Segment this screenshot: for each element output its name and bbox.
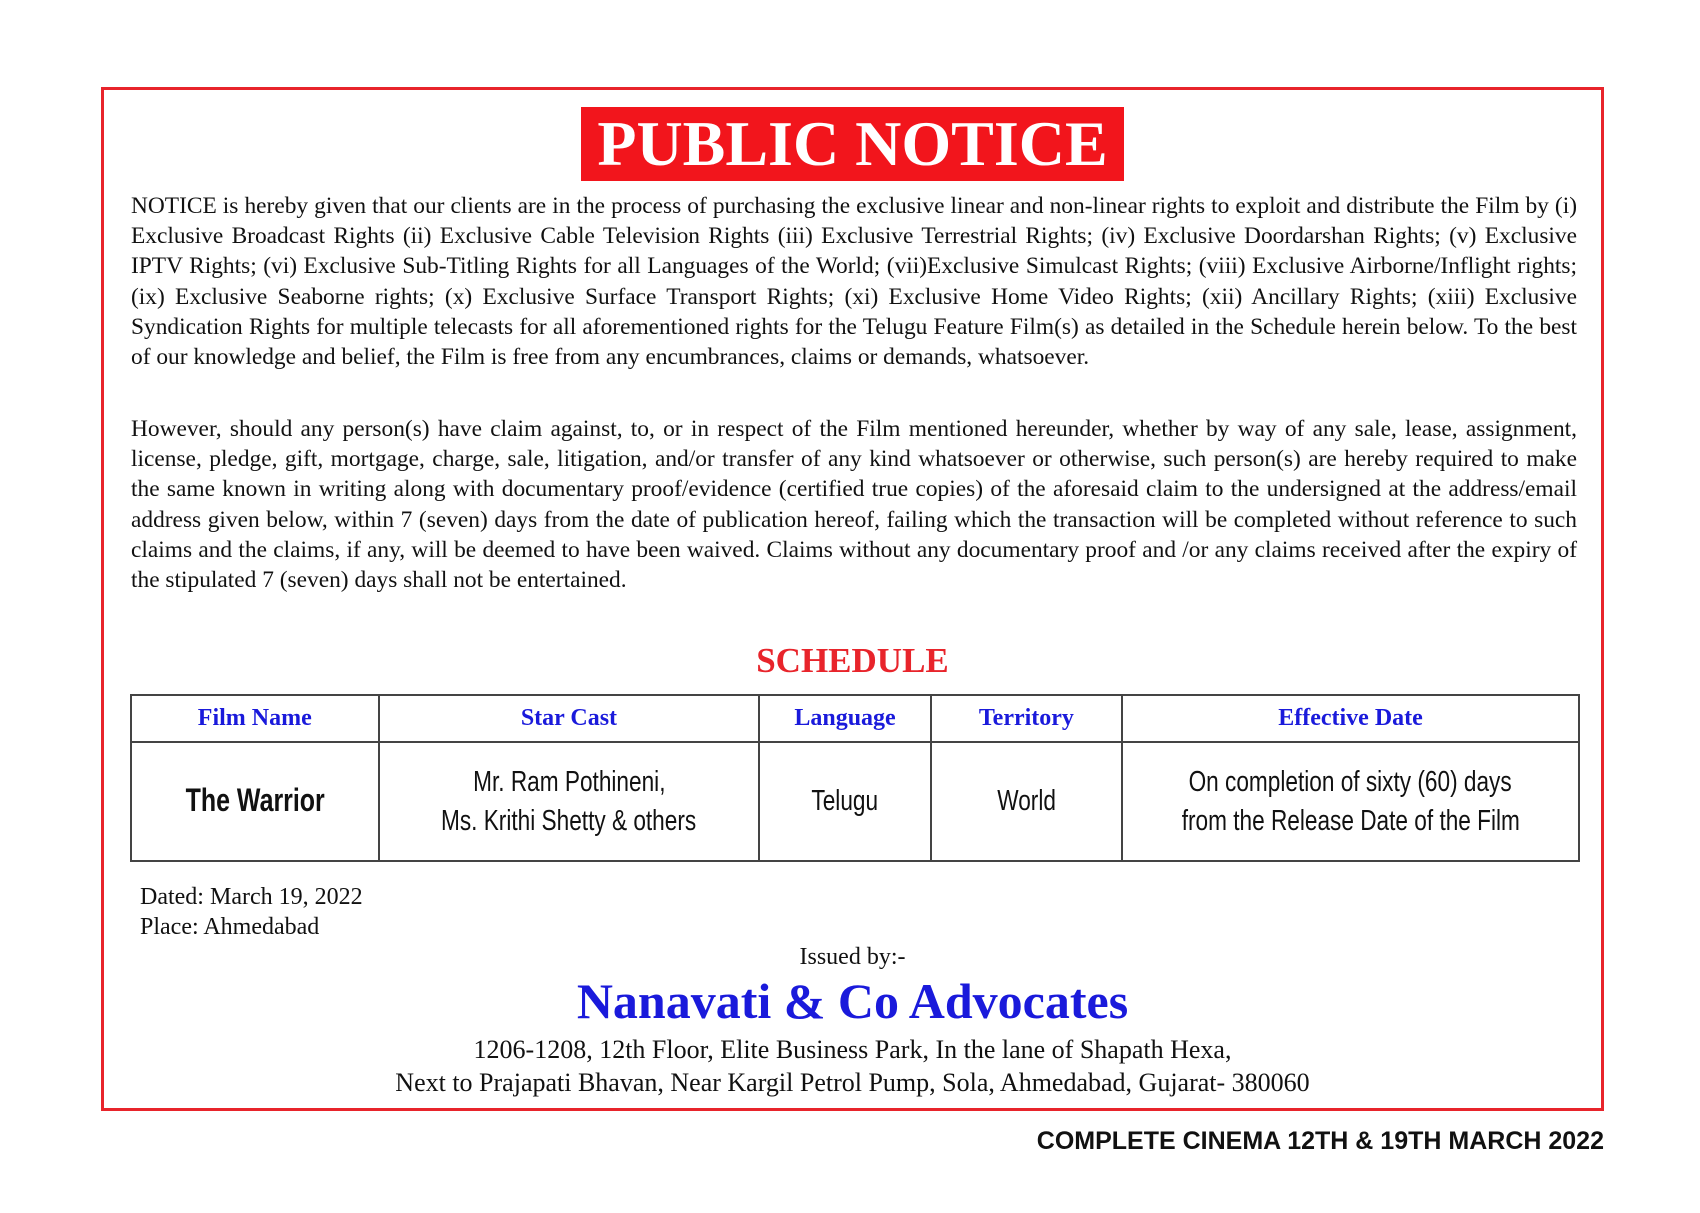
publication-footer: COMPLETE CINEMA 12TH & 19TH MARCH 2022 (1036, 1127, 1604, 1155)
notice-frame (101, 87, 1604, 1111)
cell-territory (931, 742, 1122, 861)
header-effective-date: Effective Date (1122, 695, 1579, 742)
effective-date-line-1: On completion of sixty (60) days (1188, 765, 1513, 798)
territory-value: World (997, 785, 1056, 817)
address-line-2: Next to Prajapati Bhavan, Near Kargil Petrol Pump, Sola, Ahmedabad, Gujarat- 380060 (395, 1068, 1310, 1097)
cell-effective-date (1122, 742, 1579, 861)
film-name: The Warrior (185, 782, 325, 818)
notice-paragraph-1: NOTICE is hereby given that our clients are in the process of purchasing the exclusive linear and non-linear rights to exploit and distribute the Film by (i) Exclusive Broadcast Rights (ii) Exclusive Cable Television Rights (iii) Exclusive Terrestrial Rights; (iv) Exclusive Doordarshan Rights; (v) Exclusive IPTV Rights; (vi) Exclusive Sub-Titling Rights for all Languages of the World; (vii)Exclusive Simulcast Rights; (viii) Exclusive Airborne/Inflight rights; (ix) Exclusive Seaborne rights; (x) Exclusive Surface Transport Rights; (xi) Exclusive Home Video Rights; (xii) Ancillary Rights; (xiii) Exclusive Syndication Rights for multiple telecasts for all aforementioned rights for the Telugu Feature Film(s) as detailed in the Schedule herein below. To the best of our knowledge and belief, the Film is free from any encumbrances, claims or demands, whatsoever. (131, 193, 1577, 371)
language-value: Telugu (811, 785, 879, 817)
address-line-1: 1206-1208, 12th Floor, Elite Business Park, In the lane of Shapath Hexa, (473, 1035, 1232, 1064)
header-territory: Territory (931, 695, 1122, 742)
header-star-cast: Star Cast (379, 695, 760, 742)
cell-language (759, 742, 930, 861)
dated-text: Dated: March 19, 2022 (140, 884, 363, 910)
cell-film-name (131, 742, 379, 861)
schedule-table (130, 694, 1580, 862)
header-film-name: Film Name (131, 695, 379, 742)
notice-title: PUBLIC NOTICE (581, 107, 1123, 181)
header-language: Language (759, 695, 930, 742)
notice-paragraph-2: However, should any person(s) have claim against, to, or in respect of the Film mentioned hereunder, whether by way of any sale, lease, assignment, license, pledge, gift, mortgage, charge, sale, litigation, and/or transfer of any kind whatsoever or otherwise, such person(s) are hereby required to make the same known in writing along with documentary proof/evidence (certified true copies) of the aforesaid claim to the undersigned at the address/email address given below, within 7 (seven) days from the date of publication hereof, failing which the transaction will be completed without reference to such claims and the claims, if any, will be deemed to have been waived. Claims without any documentary proof and /or any claims received after the expiry of the stipulated 7 (seven) days shall not be entertained. (131, 416, 1577, 594)
schedule-heading: SCHEDULE (756, 641, 949, 680)
firm-name: Nanavati & Co Advocates (576, 973, 1129, 1029)
issued-by-label: Issued by:- (799, 944, 906, 970)
star-cast-line-1: Mr. Ram Pothineni, (472, 765, 666, 798)
schedule-header-row (131, 695, 1579, 742)
table-row (131, 742, 1579, 861)
star-cast-line-2: Ms. Krithi Shetty & others (441, 804, 697, 837)
effective-date-line-2: from the Release Date of the Film (1181, 804, 1520, 837)
cell-star-cast (379, 742, 760, 861)
title-wrapper (104, 107, 1601, 181)
place-text: Place: Ahmedabad (140, 914, 320, 940)
